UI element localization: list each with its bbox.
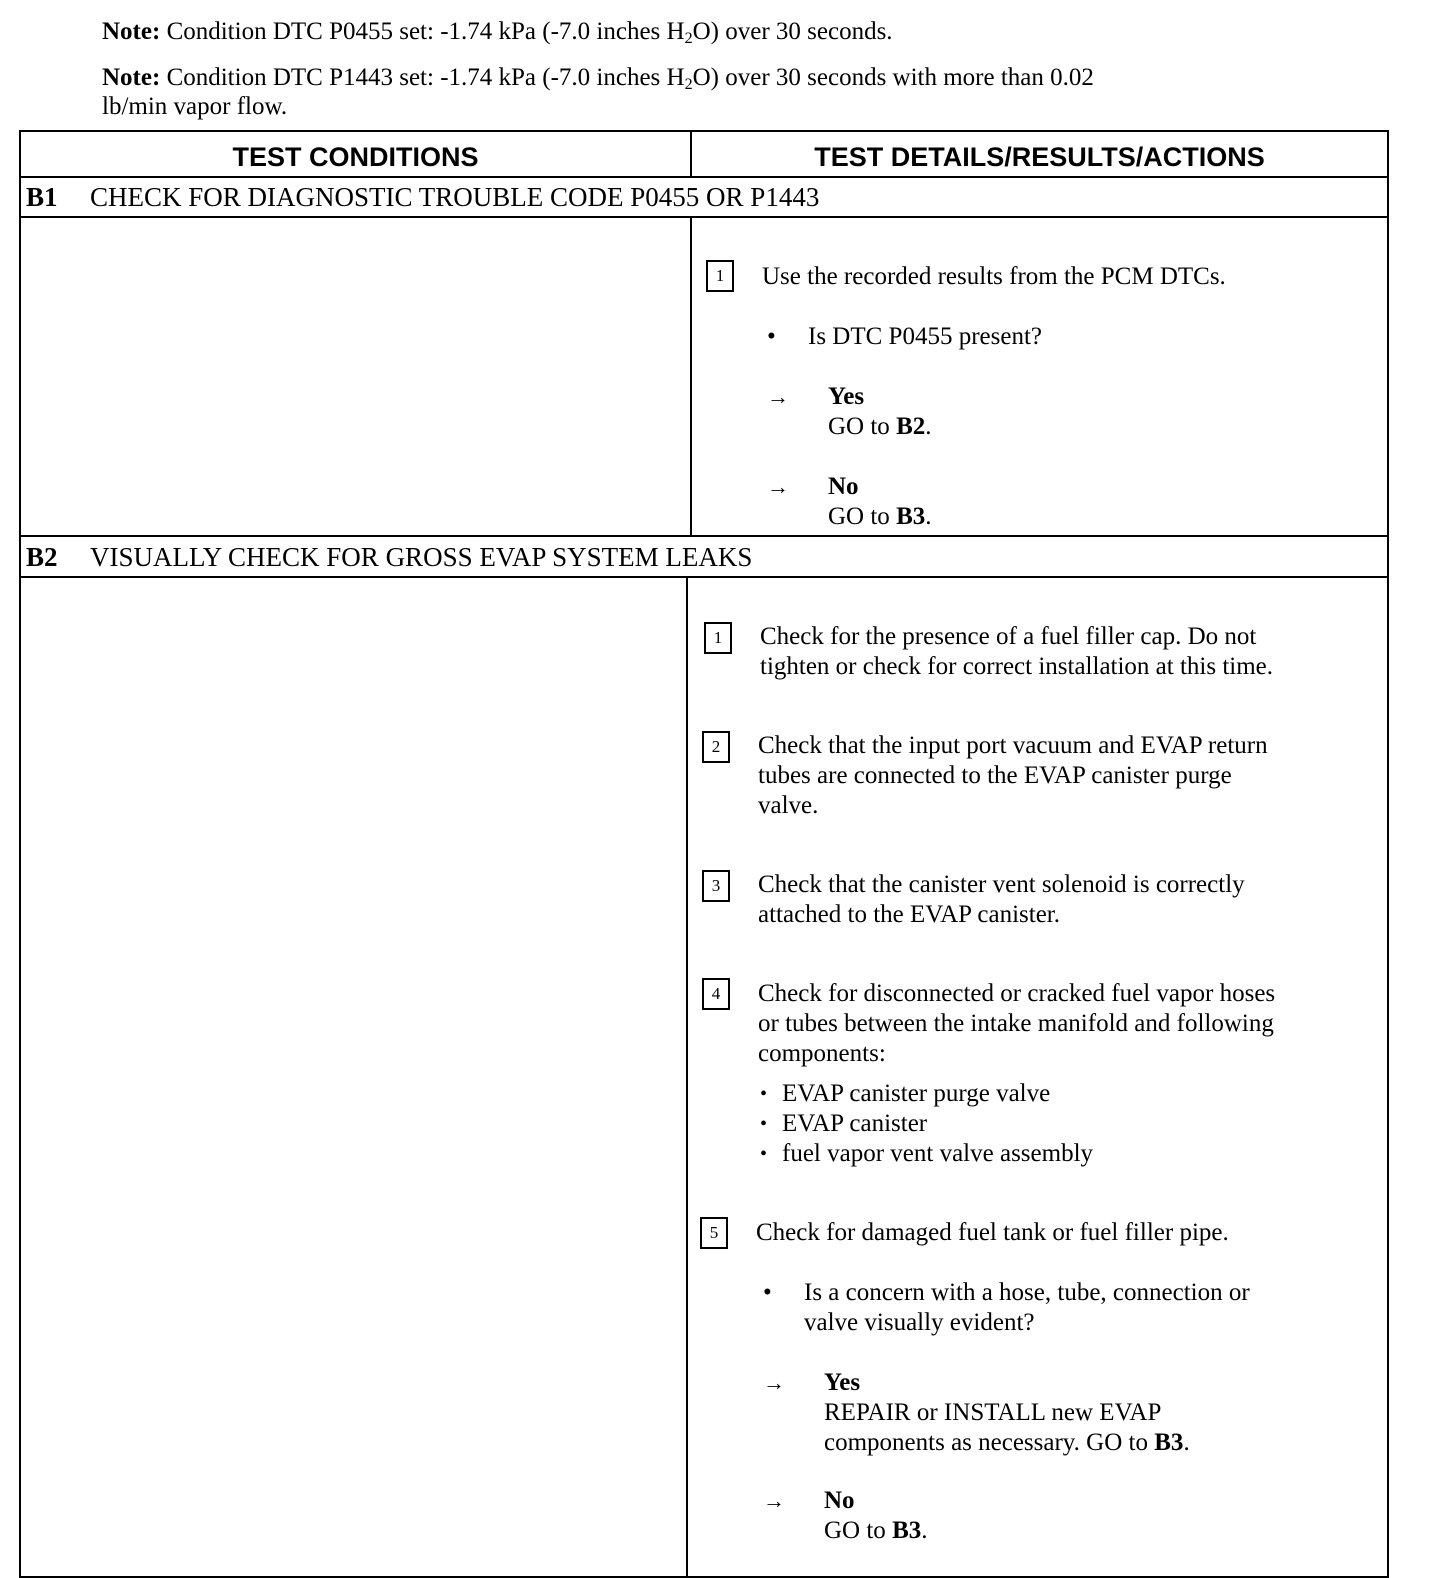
b1-step-1-text: Use the recorded results from the PCM DTCs.	[762, 263, 1226, 290]
small-bullet-icon: •	[760, 1083, 768, 1105]
b2-answer-yes-action-line: REPAIR or INSTALL new EVAP	[824, 1399, 1162, 1426]
section-b2-title-row	[26, 538, 752, 576]
small-bullet-icon: •	[760, 1113, 768, 1135]
action-end: .	[925, 413, 932, 440]
b1-answer-no-action	[828, 502, 932, 532]
section-title: VISUALLY CHECK FOR GROSS EVAP SYSTEM LEAKS	[90, 542, 753, 572]
b1-answer-no	[828, 472, 859, 502]
answer-label: Yes	[824, 1369, 861, 1396]
b2-step-4-line: components:	[758, 1040, 886, 1067]
action-end: .	[925, 503, 932, 530]
b2-step-1-box: 1	[704, 622, 732, 654]
b1-title-divider	[19, 216, 1389, 218]
action-target: B3	[1154, 1429, 1184, 1456]
note-text-end: O) over 30 seconds.	[692, 18, 893, 45]
b2-step-3-line: Check that the canister vent solenoid is correctly	[758, 871, 1245, 898]
b1-step-1-box: 1	[706, 260, 734, 292]
b2-step-3-line: attached to the EVAP canister.	[758, 901, 1061, 928]
b1-column-divider	[690, 216, 692, 537]
action-end: .	[921, 1517, 928, 1544]
action-text: components as necessary. GO to	[824, 1429, 1155, 1456]
small-bullet-icon: •	[760, 1143, 768, 1165]
column-header-test-conditions: TEST CONDITIONS	[232, 142, 479, 172]
b2-step-2-line: Check that the input port vacuum and EVAP return	[758, 732, 1268, 759]
b2-step-4-line: or tubes between the intake manifold and following	[758, 1010, 1274, 1037]
b2-step-4-line: Check for disconnected or cracked fuel vapor hoses	[758, 980, 1276, 1007]
answer-label: No	[828, 473, 859, 500]
bullet-icon: •	[767, 323, 776, 350]
b1-bottom-divider	[19, 535, 1389, 537]
b2-question-line: Is a concern with a hose, tube, connection or	[804, 1279, 1250, 1306]
b2-step-3-box: 3	[702, 870, 730, 902]
section-code: B2	[26, 542, 58, 572]
section-code: B1	[26, 182, 58, 212]
b2-step-2-line: valve.	[758, 792, 819, 819]
b2-column-divider	[686, 576, 688, 1576]
arrow-icon: →	[767, 474, 789, 499]
note-p1443-line2: lb/min vapor flow.	[102, 93, 288, 120]
action-target: B3	[896, 503, 926, 530]
b1-answer-yes	[828, 382, 864, 412]
bullet-icon: •	[763, 1279, 772, 1306]
section-b1-title-row	[26, 178, 819, 216]
table-left-border	[19, 130, 21, 1576]
column-header-test-details: TEST DETAILS/RESULTS/ACTIONS	[814, 142, 1265, 172]
b2-step-1-line: tighten or check for correct installation at this time.	[760, 653, 1274, 680]
action-target: B3	[892, 1517, 922, 1544]
action-end: .	[1183, 1429, 1190, 1456]
b2-title-divider	[19, 576, 1389, 578]
component-list-item: EVAP canister purge valve	[782, 1080, 1051, 1107]
table-right-border	[1387, 130, 1389, 1576]
b2-answer-no	[824, 1486, 855, 1516]
action-text: GO to	[824, 1517, 893, 1544]
note-label: Note:	[102, 18, 161, 45]
action-text: GO to	[828, 503, 897, 530]
arrow-icon: →	[767, 384, 789, 409]
section-title: CHECK FOR DIAGNOSTIC TROUBLE CODE P0455 OR P1443	[90, 182, 820, 212]
b2-step-1-line: Check for the presence of a fuel filler cap. Do not	[760, 623, 1257, 650]
b2-step-5-box: 5	[700, 1217, 728, 1249]
note-subscript: 2	[684, 30, 693, 47]
b2-step-5-line: Check for damaged fuel tank or fuel filler pipe.	[756, 1219, 1229, 1246]
b2-answer-no-action	[824, 1516, 928, 1546]
note-text: Condition DTC P1443 set: -1.74 kPa (-7.0 inches H	[166, 64, 685, 91]
note-p0455	[102, 17, 893, 54]
b1-answer-yes-action	[828, 412, 932, 442]
answer-label: No	[824, 1487, 855, 1514]
b2-question-line: valve visually evident?	[804, 1309, 1035, 1336]
b1-question: Is DTC P0455 present?	[808, 323, 1042, 350]
answer-label: Yes	[828, 383, 865, 410]
note-label: Note:	[102, 64, 161, 91]
b2-answer-yes	[824, 1368, 860, 1398]
action-text: GO to	[828, 413, 897, 440]
arrow-icon: →	[763, 1488, 785, 1513]
arrow-icon: →	[763, 1370, 785, 1395]
action-target: B2	[896, 413, 926, 440]
b2-step-2-box: 2	[702, 731, 730, 763]
table-top-border	[19, 130, 1389, 132]
component-list-item: EVAP canister	[782, 1110, 928, 1137]
note-subscript: 2	[684, 76, 693, 93]
b2-step-2-line: tubes are connected to the EVAP canister purge	[758, 762, 1232, 789]
note-text: Condition DTC P0455 set: -1.74 kPa (-7.0 inches H	[166, 18, 685, 45]
b2-step-4-box: 4	[702, 978, 730, 1010]
b2-answer-yes-action	[824, 1428, 1190, 1458]
note-text-end: O) over 30 seconds with more than 0.02	[692, 64, 1094, 91]
component-list-item: fuel vapor vent valve assembly	[782, 1140, 1094, 1167]
